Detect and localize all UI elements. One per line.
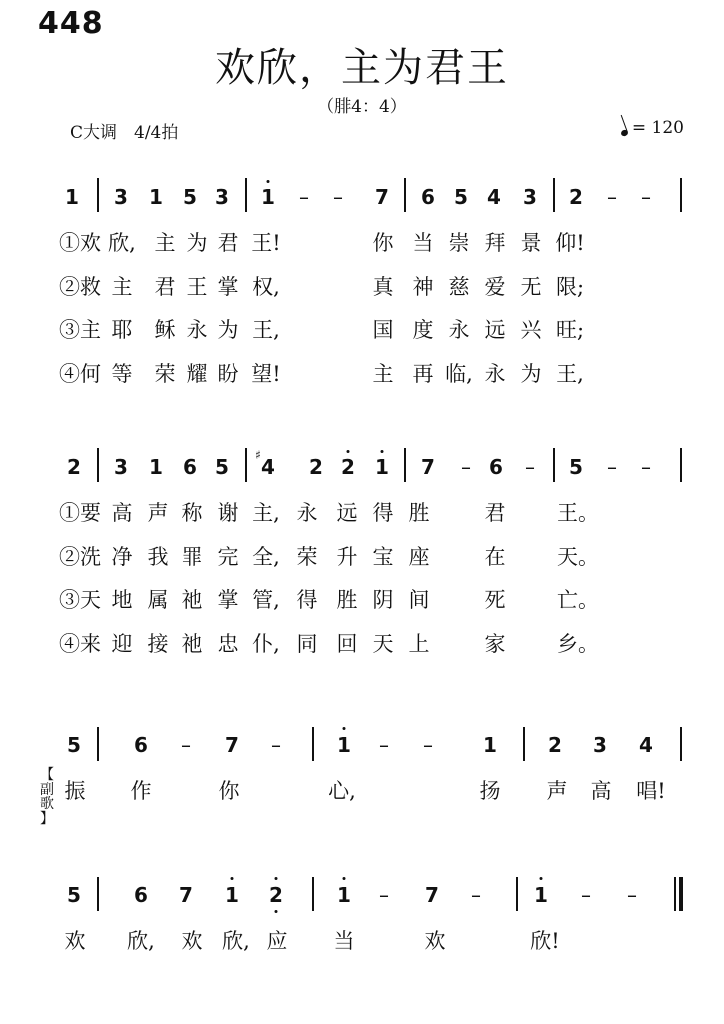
note: 1 — [65, 185, 79, 209]
note: 5 — [67, 883, 81, 907]
lyric-syllable: 王, — [556, 362, 584, 386]
lyric-syllable: 当 — [333, 929, 355, 953]
lyric-syllable: 胜 — [336, 588, 358, 612]
note: 3 — [114, 455, 128, 479]
lyric-syllable: 阴 — [372, 588, 394, 612]
lyric-syllable: 天。 — [557, 545, 599, 569]
lyric-syllable: 永 — [484, 362, 506, 386]
lyric-syllable: 声 — [147, 501, 169, 525]
note: 6 — [183, 455, 197, 479]
lyric-syllable: 得 — [296, 588, 318, 612]
barline — [680, 448, 682, 482]
refrain-label-char: 】 — [40, 811, 54, 828]
lyric-syllable: 欣, — [222, 929, 250, 953]
lyric-syllable: 罪 — [181, 545, 203, 569]
lyric-syllable: 远 — [336, 501, 358, 525]
lyric-syllable: 亡。 — [557, 588, 599, 612]
lyric-syllable: 欢 — [181, 929, 203, 953]
lyric-syllable: 国 — [372, 318, 394, 342]
barline — [97, 877, 99, 911]
lyric-syllable: 死 — [484, 588, 506, 612]
note: 5 — [454, 185, 468, 209]
note: 1 — [149, 185, 163, 209]
note: 5 — [183, 185, 197, 209]
lyric-syllable: 掌 — [217, 275, 239, 299]
note: 3 — [523, 185, 537, 209]
lyric-syllable: 景 — [520, 231, 542, 255]
lyric-syllable: 永 — [186, 318, 208, 342]
barline — [97, 448, 99, 482]
lyric-syllable: 祂 — [181, 588, 203, 612]
barline — [680, 727, 682, 761]
lyric-syllable: 在 — [484, 545, 506, 569]
barline — [97, 178, 99, 212]
note: 4 — [639, 733, 653, 757]
octave-dot — [267, 180, 270, 183]
octave-dot — [540, 877, 543, 880]
scripture-reference: （腓4：4） — [317, 97, 407, 117]
barline — [245, 178, 247, 212]
lyric-syllable: 乡。 — [557, 632, 599, 656]
lyric-syllable: 临, — [445, 362, 473, 386]
lyric-syllable: 祂 — [181, 632, 203, 656]
lyric-syllable: 应 — [266, 929, 288, 953]
octave-dot — [231, 877, 234, 880]
note: 6 — [134, 883, 148, 907]
lyric-syllable: 王, — [252, 318, 280, 342]
lyric-syllable: 永 — [448, 318, 470, 342]
lyric-syllable: 欣, — [108, 231, 136, 255]
octave-dot — [343, 877, 346, 880]
barline — [404, 178, 406, 212]
lyric-syllable: 慈 — [448, 275, 470, 299]
note: – — [379, 883, 389, 907]
note: 2 — [341, 455, 355, 479]
lyric-syllable: 仰! — [555, 231, 585, 255]
lyric-syllable: 兴 — [520, 318, 542, 342]
sharp-accidental: ♯ — [255, 448, 261, 462]
note: 7 — [179, 883, 193, 907]
lyric-syllable: 盼 — [217, 362, 239, 386]
lyric-syllable: 你 — [372, 231, 394, 255]
lyric-syllable: 心, — [328, 779, 356, 803]
note: 7 — [225, 733, 239, 757]
lyric-syllable: ①要 — [59, 501, 101, 525]
lyric-syllable: 耶 — [111, 318, 133, 342]
note: 1 — [261, 185, 275, 209]
note: – — [181, 733, 191, 757]
lyric-syllable: 高 — [111, 501, 133, 525]
lyric-syllable: 主, — [252, 501, 280, 525]
lyric-syllable: 君 — [154, 275, 176, 299]
note: – — [379, 733, 389, 757]
lyric-syllable: 掌 — [217, 588, 239, 612]
lyric-syllable: 为 — [186, 231, 208, 255]
barline — [97, 727, 99, 761]
note: – — [461, 455, 471, 479]
lyric-syllable: 荣 — [296, 545, 318, 569]
lyric-syllable: 同 — [296, 632, 318, 656]
note: 3 — [593, 733, 607, 757]
octave-dot — [275, 910, 278, 913]
note: 1 — [337, 883, 351, 907]
note: 1 — [534, 883, 548, 907]
lyric-syllable: 永 — [296, 501, 318, 525]
lyric-syllable: 管, — [252, 588, 280, 612]
lyric-syllable: 权, — [252, 275, 280, 299]
lyric-syllable: 主 — [111, 275, 133, 299]
barline — [680, 178, 682, 212]
note: 6 — [421, 185, 435, 209]
lyric-syllable: 接 — [147, 632, 169, 656]
barline — [312, 727, 314, 761]
lyric-syllable: ①欢 — [59, 231, 101, 255]
lyric-syllable: ②洗 — [59, 545, 101, 569]
lyric-syllable: 欣! — [530, 929, 560, 953]
lyric-syllable: 天 — [372, 632, 394, 656]
lyric-syllable: ③天 — [59, 588, 101, 612]
note: – — [607, 455, 617, 479]
lyric-syllable: 升 — [336, 545, 358, 569]
lyric-syllable: 王 — [186, 275, 208, 299]
lyric-syllable: 当 — [412, 231, 434, 255]
lyric-syllable: 宝 — [372, 545, 394, 569]
hymn-title: 欢欣，主为君王 — [215, 45, 509, 91]
note: 2 — [269, 883, 283, 907]
note: 3 — [114, 185, 128, 209]
lyric-syllable: 忠 — [217, 632, 239, 656]
lyric-syllable: 真 — [372, 275, 394, 299]
lyric-syllable: 高 — [590, 779, 612, 803]
lyric-syllable: 欢 — [424, 929, 446, 953]
lyric-syllable: 振 — [64, 779, 86, 803]
note: 4 — [487, 185, 501, 209]
lyric-syllable: 神 — [412, 275, 434, 299]
lyric-syllable: 旺; — [555, 318, 585, 342]
lyric-syllable: 属 — [147, 588, 169, 612]
lyric-syllable: 主 — [372, 362, 394, 386]
note: 1 — [337, 733, 351, 757]
lyric-syllable: 稣 — [154, 318, 176, 342]
lyric-syllable: 拜 — [484, 231, 506, 255]
lyric-syllable: 胜 — [408, 501, 430, 525]
lyric-syllable: 再 — [412, 362, 434, 386]
lyric-syllable: 座 — [408, 545, 430, 569]
lyric-syllable: 爱 — [484, 275, 506, 299]
lyric-syllable: 间 — [408, 588, 430, 612]
final-barline-thick — [679, 877, 683, 911]
note: 1 — [375, 455, 389, 479]
note: 7 — [425, 883, 439, 907]
final-barline-thin — [674, 877, 676, 911]
note: – — [423, 733, 433, 757]
refrain-label-char: 副 — [40, 781, 54, 798]
lyric-syllable: 崇 — [448, 231, 470, 255]
lyric-syllable: 为 — [520, 362, 542, 386]
lyric-syllable: 为 — [217, 318, 239, 342]
refrain-label — [40, 768, 54, 827]
octave-dot — [275, 877, 278, 880]
tempo-value: = 120 — [631, 118, 684, 138]
lyric-syllable: 望! — [251, 362, 281, 386]
note: 2 — [548, 733, 562, 757]
lyric-syllable: 完 — [217, 545, 239, 569]
lyric-syllable: 回 — [336, 632, 358, 656]
lyric-syllable: 欣, — [127, 929, 155, 953]
barline — [312, 877, 314, 911]
lyric-syllable: 王! — [251, 231, 281, 255]
refrain-label-char: 【 — [40, 767, 54, 783]
note: 1 — [483, 733, 497, 757]
note: – — [607, 185, 617, 209]
note: 7 — [421, 455, 435, 479]
lyric-syllable: 等 — [111, 362, 133, 386]
tempo-marking — [621, 118, 684, 138]
note: – — [525, 455, 535, 479]
key-and-time-signature: C大调 4/4拍 — [70, 123, 179, 143]
lyric-syllable: 唱! — [636, 779, 666, 803]
note: 6 — [489, 455, 503, 479]
note: – — [471, 883, 481, 907]
note: 6 — [134, 733, 148, 757]
barline — [404, 448, 406, 482]
lyric-syllable: 净 — [111, 545, 133, 569]
lyric-syllable: 远 — [484, 318, 506, 342]
lyric-syllable: 得 — [372, 501, 394, 525]
lyric-syllable: 王。 — [557, 501, 599, 525]
note: 1 — [225, 883, 239, 907]
refrain-label-char: 歌 — [40, 796, 54, 813]
lyric-syllable: 称 — [181, 501, 203, 525]
lyric-syllable: 无 — [520, 275, 542, 299]
lyric-syllable: 上 — [408, 632, 430, 656]
lyric-syllable: 声 — [546, 779, 568, 803]
lyric-syllable: 君 — [217, 231, 239, 255]
note: 5 — [569, 455, 583, 479]
note: 1 — [149, 455, 163, 479]
note: 7 — [375, 185, 389, 209]
lyric-syllable: 限; — [555, 275, 585, 299]
note: 2 — [309, 455, 323, 479]
lyric-syllable: 君 — [484, 501, 506, 525]
lyric-syllable: 家 — [484, 632, 506, 656]
lyric-syllable: 度 — [412, 318, 434, 342]
note: – — [641, 455, 651, 479]
octave-dot — [381, 450, 384, 453]
lyric-syllable: 耀 — [186, 362, 208, 386]
note: 3 — [215, 185, 229, 209]
barline — [553, 448, 555, 482]
lyric-syllable: 仆, — [252, 632, 280, 656]
lyric-syllable: 作 — [130, 779, 152, 803]
barline — [245, 448, 247, 482]
note: – — [627, 883, 637, 907]
lyric-syllable: 你 — [218, 779, 240, 803]
note: – — [271, 733, 281, 757]
lyric-syllable: ③主 — [59, 318, 101, 342]
lyric-syllable: 地 — [111, 588, 133, 612]
lyric-syllable: 全, — [252, 545, 280, 569]
lyric-syllable: 欢 — [64, 929, 86, 953]
octave-dot — [347, 450, 350, 453]
lyric-syllable: 谢 — [217, 501, 239, 525]
note: – — [333, 185, 343, 209]
barline — [516, 877, 518, 911]
quarter-note-icon — [620, 129, 629, 137]
lyric-syllable: 主 — [154, 231, 176, 255]
lyric-syllable: ④何 — [59, 362, 101, 386]
barline — [553, 178, 555, 212]
lyric-syllable: 荣 — [154, 362, 176, 386]
lyric-syllable: ②救 — [59, 275, 101, 299]
note: 2 — [569, 185, 583, 209]
lyric-syllable: 我 — [147, 545, 169, 569]
octave-dot — [343, 727, 346, 730]
lyric-syllable: ④来 — [59, 632, 101, 656]
note: 2 — [67, 455, 81, 479]
lyric-syllable: 迎 — [111, 632, 133, 656]
note: 5 — [67, 733, 81, 757]
note: – — [299, 185, 309, 209]
hymn-number: 448 — [38, 6, 104, 41]
lyric-syllable: 扬 — [479, 779, 501, 803]
note: – — [581, 883, 591, 907]
barline — [523, 727, 525, 761]
note: 4 — [261, 455, 275, 479]
note: – — [641, 185, 651, 209]
note: 5 — [215, 455, 229, 479]
